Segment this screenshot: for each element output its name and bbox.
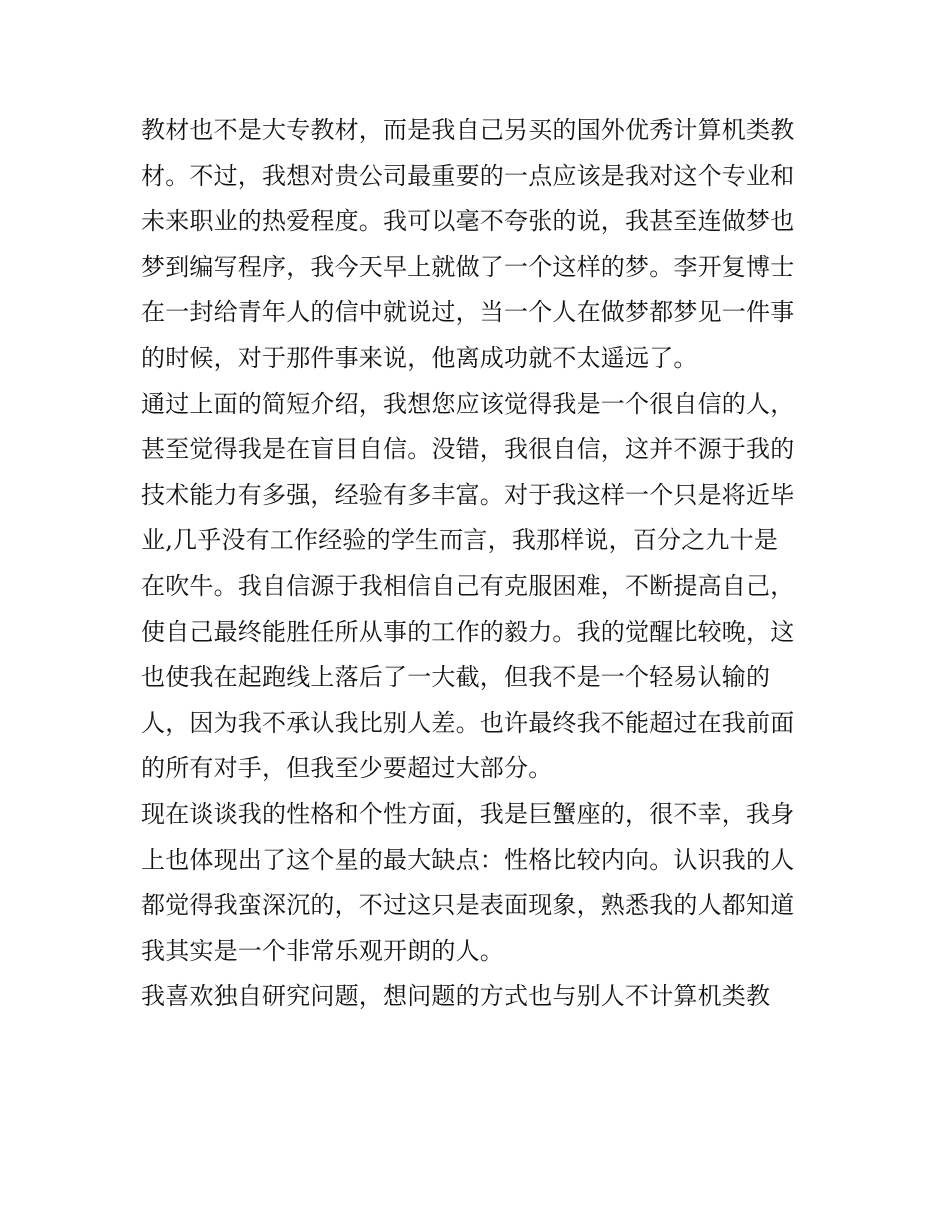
text-line: 上也体现出了这个星的最大缺点：性格比较内向。认识我的人 <box>141 845 795 874</box>
text-line: 也使我在起跑线上落后了一大截，但我不是一个轻易认输的 <box>141 663 771 692</box>
text-line: 材。不过，我想对贵公司最重要的一点应该是我对这个专业和 <box>141 161 795 190</box>
text-line: 我其实是一个非常乐观开朗的人。 <box>141 936 504 965</box>
text-line: 在一封给青年人的信中就说过，当一个人在做梦都梦见一件事 <box>141 298 795 327</box>
body-text <box>141 108 821 1020</box>
text-line: 技术能力有多强，经验有多丰富。对于我这样一个只是将近毕 <box>141 480 795 509</box>
text-line: 现在谈谈我的性格和个性方面，我是巨蟹座的，很不幸，我身 <box>141 799 795 828</box>
text-line: 都觉得我蛮深沉的，不过这只是表面现象，熟悉我的人都知道 <box>141 891 795 920</box>
text-line: 我喜欢独自研究问题，想问题的方式也与别人不计算机类教 <box>141 982 771 1011</box>
text-line: 的所有对手，但我至少要超过大部分。 <box>141 754 553 783</box>
text-line: 教材也不是大专教材，而是我自己另买的国外优秀计算机类教 <box>141 116 795 144</box>
text-line: 甚至觉得我是在盲目自信。没错，我很自信，这并不源于我的 <box>141 435 795 464</box>
text-line: 在吹牛。我自信源于我相信自己有克服困难，不断提高自己， <box>141 571 795 600</box>
text-line: 人，因为我不承认我比别人差。也许最终我不能超过在我前面 <box>141 708 795 737</box>
text-line: 通过上面的简短介绍，我想您应该觉得我是一个很自信的人， <box>141 389 795 418</box>
text-line: 未来职业的热爱程度。我可以毫不夸张的说，我甚至连做梦也 <box>141 207 795 236</box>
text-line: 业,几乎没有工作经验的学生而言，我那样说，百分之九十是 <box>141 526 779 555</box>
text-line: 使自己最终能胜任所从事的工作的毅力。我的觉醒比较晚，这 <box>141 617 795 646</box>
text-line: 梦到编写程序，我今天早上就做了一个这样的梦。李开复博士 <box>141 252 795 281</box>
text-line: 的时候，对于那件事来说，他离成功就不太遥远了。 <box>141 343 698 372</box>
